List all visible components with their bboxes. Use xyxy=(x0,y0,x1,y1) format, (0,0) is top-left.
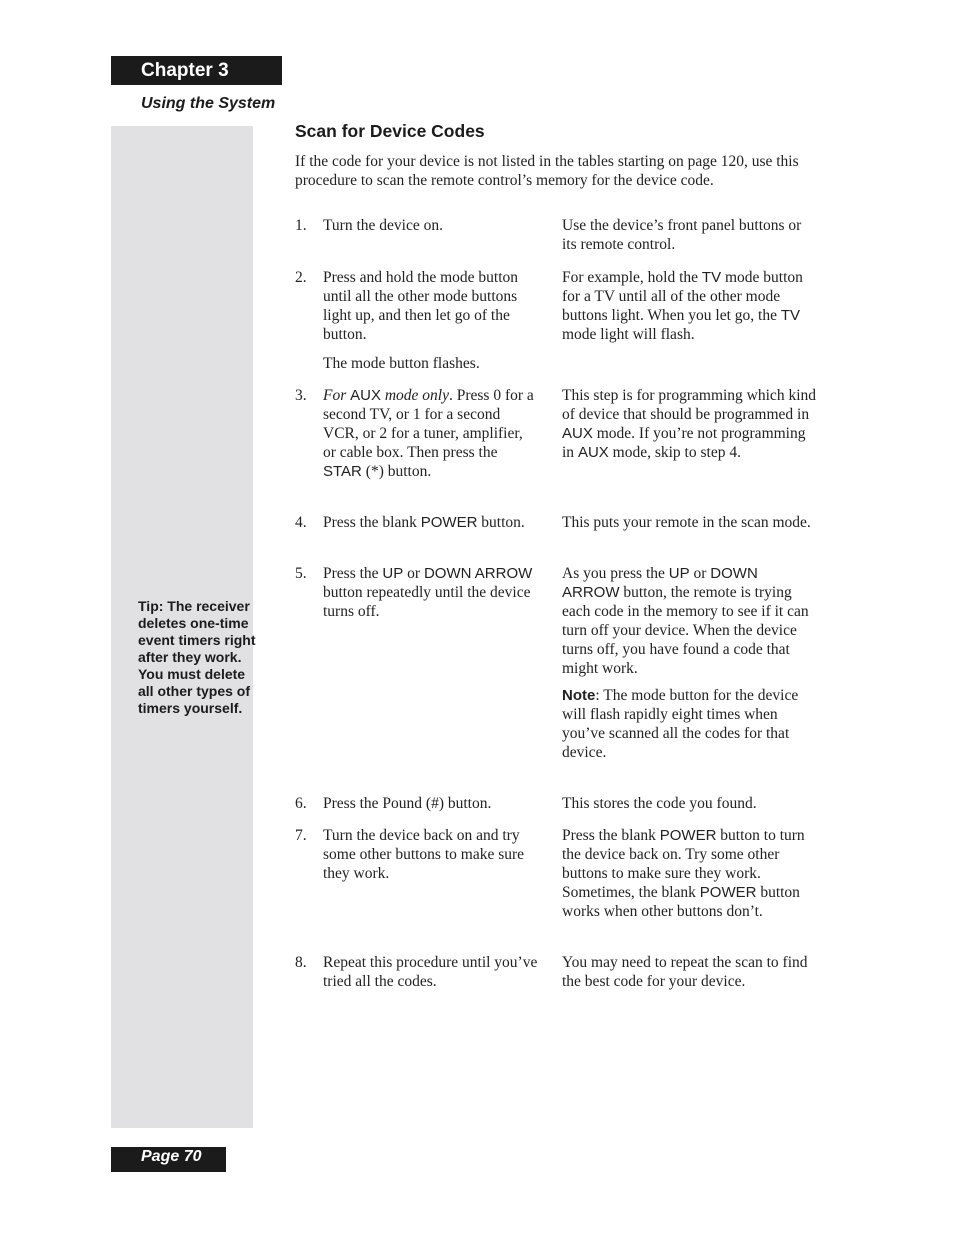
step-note: This stores the code you found. xyxy=(562,795,757,812)
section-label: Using the System xyxy=(141,95,276,112)
step-action: Press the blank POWER button. xyxy=(323,514,525,531)
step-number: 6. xyxy=(295,795,307,812)
step-note: This step is for programming which kind of device that should be programmed in AUX mode. If you’re not programming in AUX mode, skip to step 4. xyxy=(562,387,816,461)
step-note: For example, hold the TV mode button for a TV until all of the other mode buttons light. When you let go, the TV mode light will flash. xyxy=(562,269,803,343)
step-number: 1. xyxy=(295,217,307,234)
step-note: As you press the UP or DOWN ARROW button, the remote is trying each code in the memory to see if it can turn off your device. When the device turns off, you have found a code that might work. xyxy=(562,565,809,677)
step-action: Press the Pound (#) button. xyxy=(323,795,492,812)
step-number: 5. xyxy=(295,565,307,582)
tip-text: Tip: The receiver deletes one-time event timers right after they work. You must delete all other types of timers yourself. xyxy=(138,598,256,716)
step-number: 4. xyxy=(295,514,307,531)
step-note-2: Note: The mode button for the device will flash rapidly eight times when you’ve scanned all the codes for that device. xyxy=(562,687,799,761)
page-number: Page 70 xyxy=(141,1148,202,1165)
step-result: The mode button flashes. xyxy=(323,355,480,372)
step-action: Repeat this procedure until you’ve tried all the codes. xyxy=(323,954,538,990)
page-number-bar xyxy=(111,1147,226,1172)
step-number: 8. xyxy=(295,954,307,971)
chapter-header xyxy=(111,56,282,85)
step-action: Press the UP or DOWN ARROW button repeatedly until the device turns off. xyxy=(323,565,533,620)
step-action: For AUX mode only. Press 0 for a second TV, or 1 for a second VCR, or 2 for a tuner, amplifier, or cable box. Then press the STAR (*) button. xyxy=(323,387,534,480)
step-action: Turn the device back on and try some other buttons to make sure they work. xyxy=(323,827,525,882)
intro-paragraph: If the code for your device is not listed in the tables starting on page 120, use this procedure to scan the remote control’s memory for the device code. xyxy=(295,153,799,189)
step-action: Turn the device on. xyxy=(323,217,443,234)
page-heading: Scan for Device Codes xyxy=(295,121,485,141)
step-note: You may need to repeat the scan to find the best code for your device. xyxy=(562,954,808,990)
step-note: This puts your remote in the scan mode. xyxy=(562,514,811,531)
step-note: Press the blank POWER button to turn the device back on. Try some other buttons to make sure they work. Sometimes, the blank POWER button works when other buttons don’t. xyxy=(562,827,805,920)
chapter-title: Chapter 3 xyxy=(141,60,229,81)
step-number: 7. xyxy=(295,827,307,844)
step-action: Press and hold the mode button until all the other mode buttons light up, and then let go of the button. xyxy=(323,269,519,343)
step-number: 3. xyxy=(295,387,307,404)
step-note: Use the device’s front panel buttons or its remote control. xyxy=(562,217,802,253)
step-number: 2. xyxy=(295,269,307,286)
